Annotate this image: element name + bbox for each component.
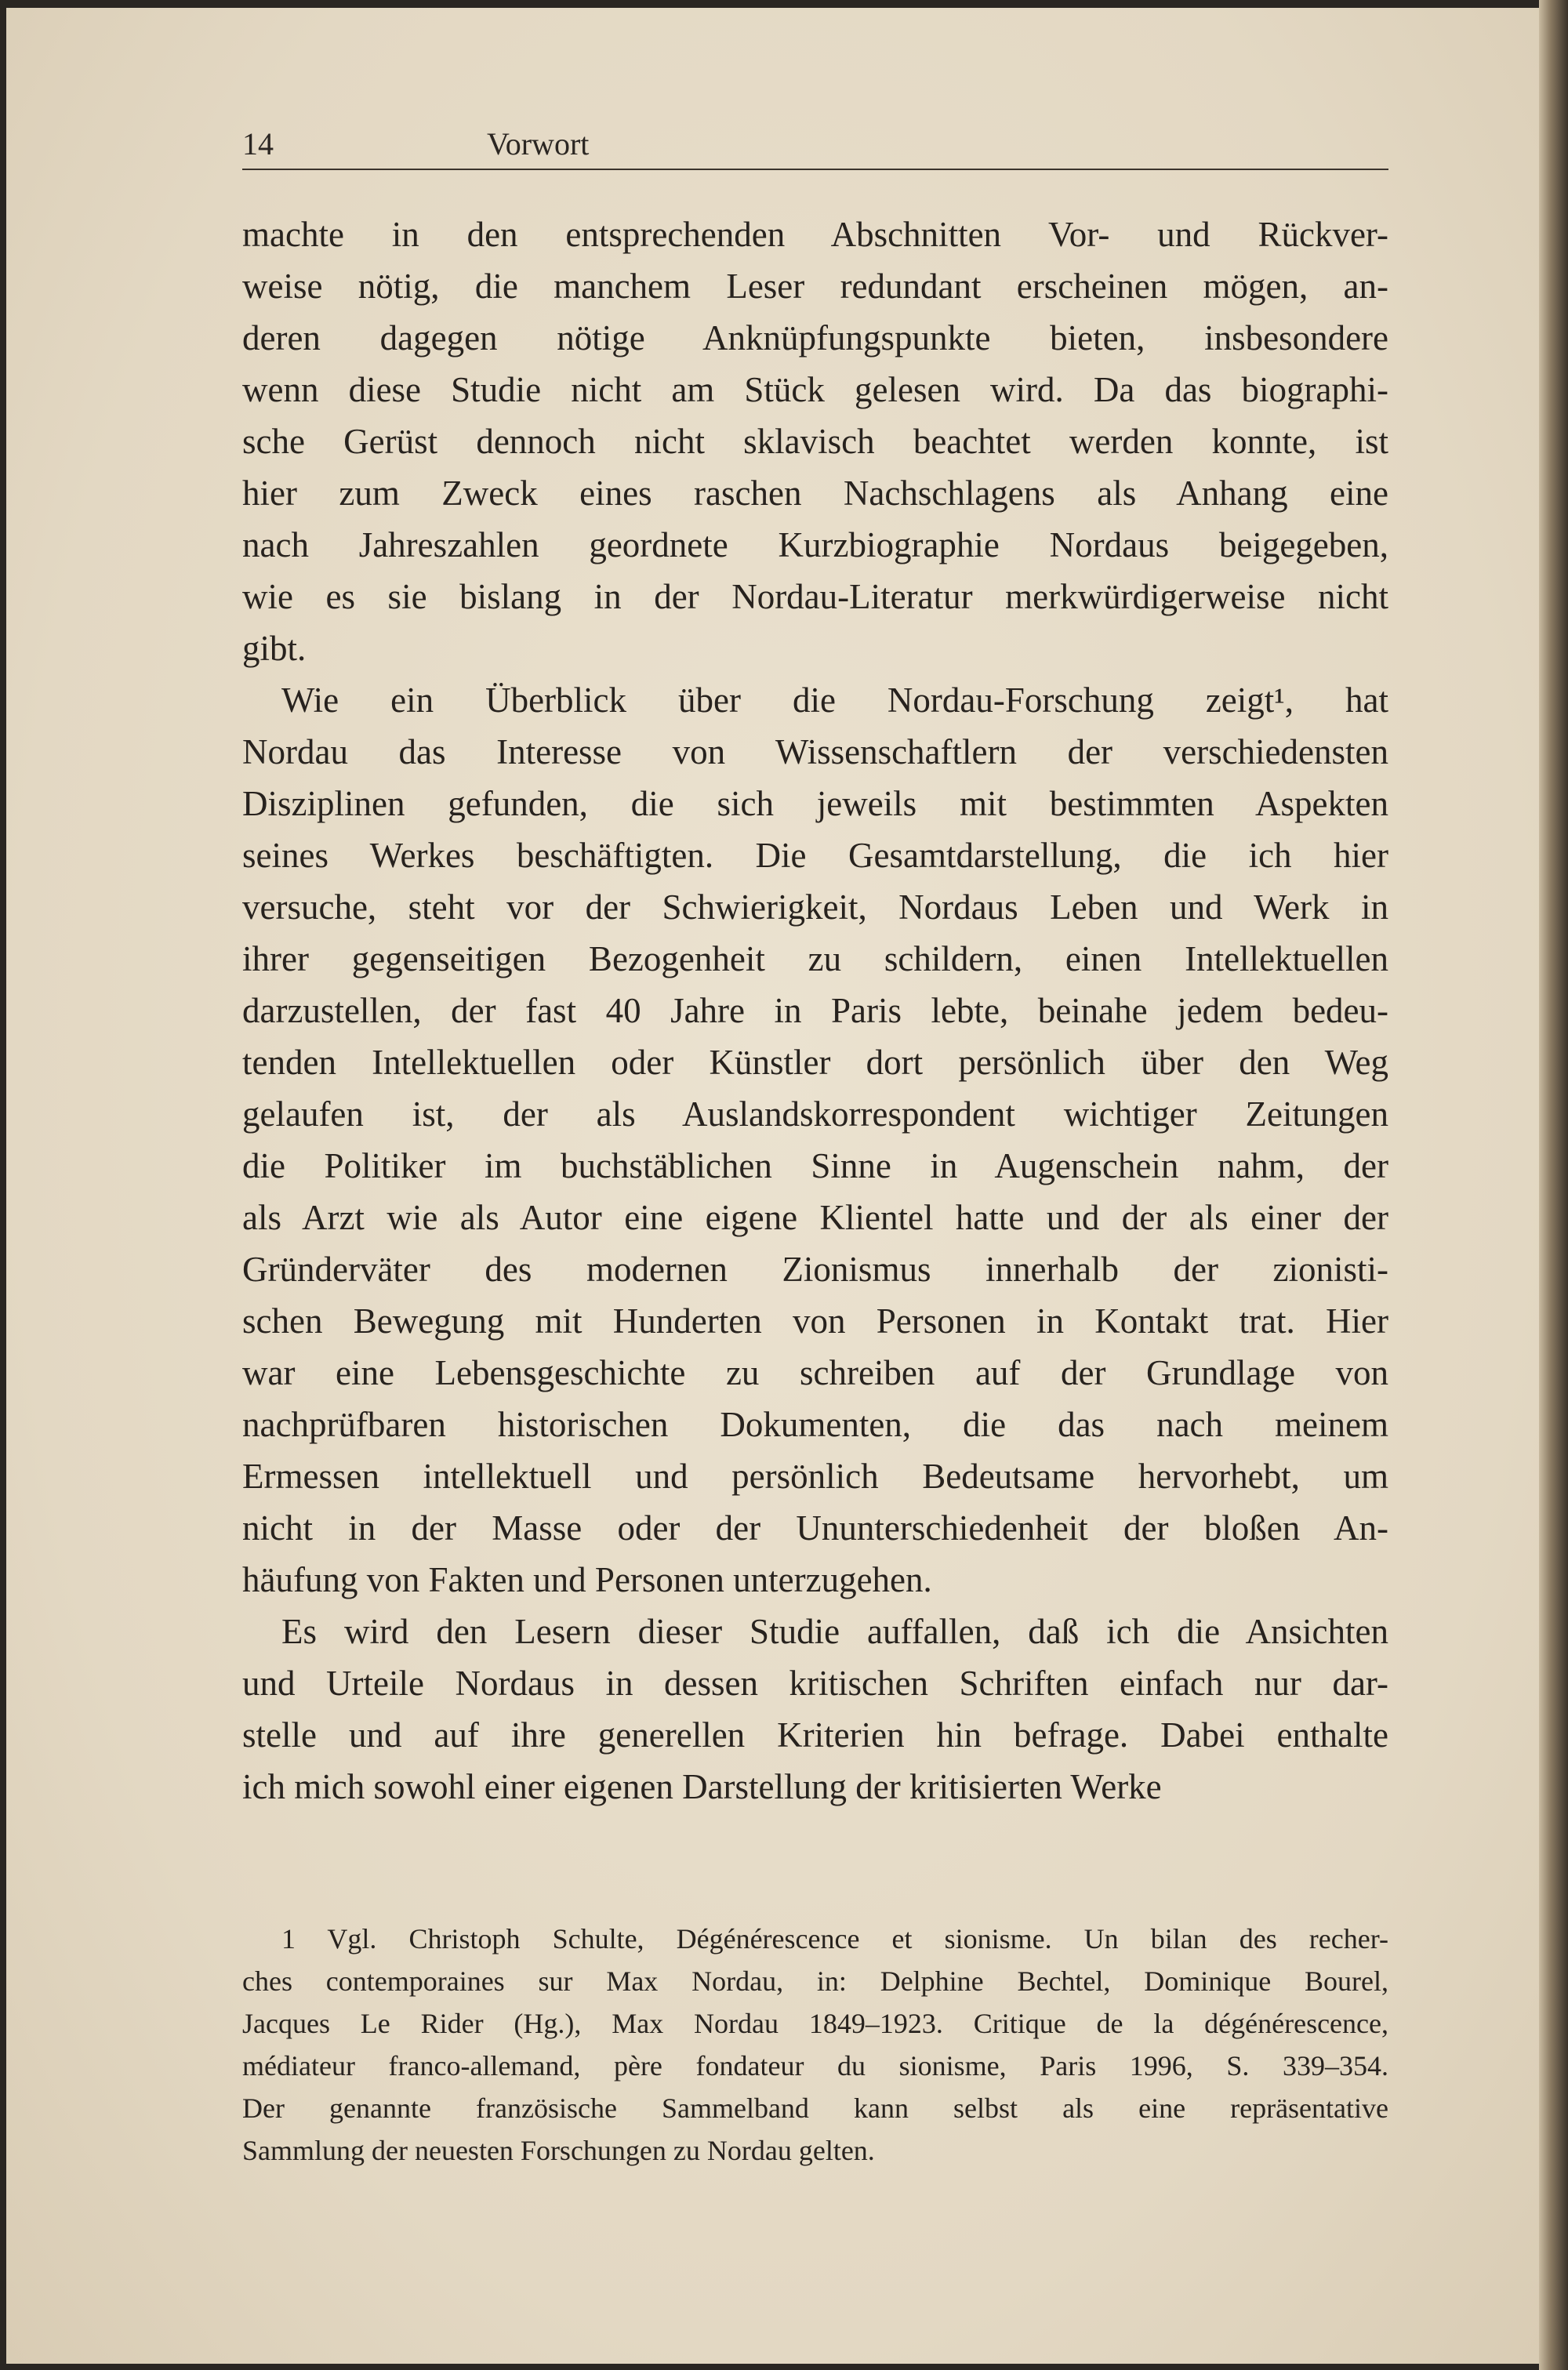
footnote-line: ches contemporaines sur Max Nordau, in: Delphine Bechtel, Dominique Bourel, bbox=[242, 1965, 1388, 1997]
text-line: gibt. bbox=[242, 629, 307, 668]
text-line: gelaufen ist, der als Auslandskorrespondent wichtiger Zeitungen bbox=[242, 1094, 1388, 1134]
footnote-line: 1 Vgl. Christoph Schulte, Dégénérescence et sionisme. Un bilan des recher- bbox=[281, 1923, 1388, 1954]
text-line: tenden Intellektuellen oder Künstler dort persönlich über den Weg bbox=[242, 1043, 1388, 1082]
page-edge bbox=[1539, 0, 1568, 2370]
footnote-line: Der genannte französische Sammelband kann selbst als eine repräsentative bbox=[242, 2092, 1388, 2124]
text-line: hier zum Zweck eines raschen Nachschlagens als Anhang eine bbox=[242, 474, 1388, 513]
footnote-line: Jacques Le Rider (Hg.), Max Nordau 1849–1923. Critique de la dégénérescence, bbox=[242, 2008, 1388, 2039]
footnotes bbox=[242, 1918, 1388, 2172]
text-line: schen Bewegung mit Hunderten von Personen in Kontakt trat. Hier bbox=[242, 1301, 1388, 1341]
text-line: stelle und auf ihre generellen Kriterien hin befrage. Dabei enthalte bbox=[242, 1715, 1388, 1755]
text-line: Wie ein Überblick über die Nordau-Forschung zeigt¹, hat bbox=[281, 681, 1388, 720]
text-line: machte in den entsprechenden Abschnitten Vor- und Rückver- bbox=[242, 215, 1388, 254]
text-line: Ermessen intellektuell und persönlich Bedeutsame hervorhebt, um bbox=[242, 1457, 1388, 1496]
text-line: versuche, steht vor der Schwierigkeit, Nordaus Leben und Werk in bbox=[242, 887, 1388, 927]
footnote-line: médiateur franco-allemand, père fondateur du sionisme, Paris 1996, S. 339–354. bbox=[242, 2050, 1388, 2081]
text-line: als Arzt wie als Autor eine eigene Klientel hatte und der als einer der bbox=[242, 1198, 1388, 1237]
text-line: ich mich sowohl einer eigenen Darstellung der kritisierten Werke bbox=[242, 1767, 1162, 1806]
text-line: war eine Lebensgeschichte zu schreiben auf der Grundlage von bbox=[242, 1353, 1388, 1392]
text-line: Disziplinen gefunden, die sich jeweils mit bestimmten Aspekten bbox=[242, 784, 1388, 823]
text-line: seines Werkes beschäftigten. Die Gesamtdarstellung, die ich hier bbox=[242, 836, 1388, 875]
text-line: nicht in der Masse oder der Ununterschiedenheit der bloßen An- bbox=[242, 1508, 1388, 1548]
text-line: ihrer gegenseitigen Bezogenheit zu schildern, einen Intellektuellen bbox=[242, 939, 1388, 978]
page-number: 14 bbox=[242, 126, 274, 162]
text-line: häufung von Fakten und Personen unterzugehen. bbox=[242, 1560, 932, 1599]
header-rule bbox=[242, 169, 1388, 170]
text-line: sche Gerüst dennoch nicht sklavisch beachtet werden konnte, ist bbox=[242, 422, 1388, 461]
text-line: nach Jahreszahlen geordnete Kurzbiographie Nordaus beigegeben, bbox=[242, 525, 1388, 564]
text-line: Es wird den Lesern dieser Studie auffallen, daß ich die Ansichten bbox=[281, 1612, 1388, 1651]
running-header bbox=[242, 125, 1388, 165]
text-line: deren dagegen nötige Anknüpfungspunkte bieten, insbesondere bbox=[242, 318, 1388, 357]
text-line: weise nötig, die manchem Leser redundant erscheinen mögen, an- bbox=[242, 267, 1388, 306]
running-title: Vorwort bbox=[487, 126, 590, 162]
text-line: nachprüfbaren historischen Dokumenten, die das nach meinem bbox=[242, 1405, 1388, 1444]
text-line: wenn diese Studie nicht am Stück gelesen wird. Da das biographi- bbox=[242, 370, 1388, 409]
text-line: Nordau das Interesse von Wissenschaftlern der verschiedensten bbox=[242, 732, 1388, 771]
footnote-line: Sammlung der neuesten Forschungen zu Nordau gelten. bbox=[242, 2135, 875, 2166]
text-line: darzustellen, der fast 40 Jahre in Paris lebte, beinahe jedem bedeu- bbox=[242, 991, 1388, 1030]
body-text bbox=[242, 209, 1388, 1813]
text-line: und Urteile Nordaus in dessen kritischen Schriften einfach nur dar- bbox=[242, 1664, 1388, 1703]
text-line: Gründerväter des modernen Zionismus innerhalb der zionisti- bbox=[242, 1250, 1388, 1289]
text-line: die Politiker im buchstäblichen Sinne in Augenschein nahm, der bbox=[242, 1146, 1388, 1185]
text-line: wie es sie bislang in der Nordau-Literatur merkwürdigerweise nicht bbox=[242, 577, 1388, 616]
